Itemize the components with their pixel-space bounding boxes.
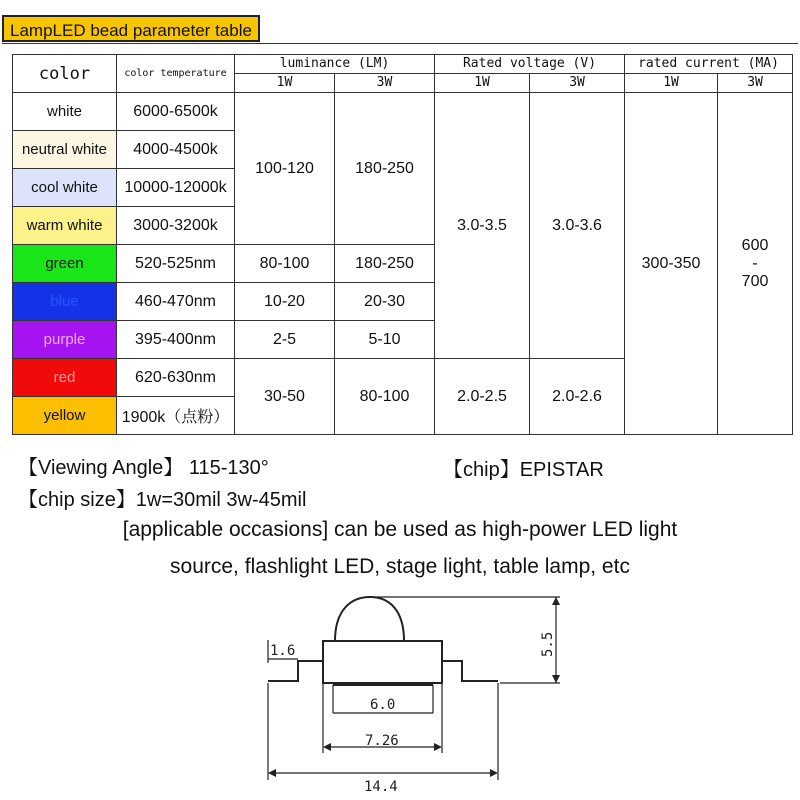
led-dimension-diagram — [230, 585, 570, 795]
led-body — [323, 641, 442, 683]
color-name: yellow — [13, 397, 117, 435]
parameter-table — [12, 54, 793, 435]
luminance-1w: 100-120 — [235, 93, 335, 245]
current-3w — [718, 93, 793, 435]
color-temperature: 520-525nm — [117, 245, 235, 283]
dimension-body-width: 7.26 — [365, 733, 399, 749]
voltage-3w: 3.0-3.6 — [530, 93, 625, 359]
color-name: blue — [13, 283, 117, 321]
luminance-3w: 180-250 — [335, 93, 435, 245]
color-name: green — [13, 245, 117, 283]
header-voltage-1w: 1W — [435, 74, 530, 93]
luminance-1w: 2-5 — [235, 321, 335, 359]
current-3w-max: 700 — [741, 272, 769, 290]
header-voltage-3w: 3W — [530, 74, 625, 93]
header-current: rated current (MA) — [625, 55, 793, 74]
dimension-base-width: 6.0 — [370, 697, 396, 713]
luminance-1w: 30-50 — [235, 359, 335, 435]
left-lead — [268, 661, 323, 681]
luminance-3w: 5-10 — [335, 321, 435, 359]
current-1w: 300-350 — [625, 93, 718, 435]
chip-brand: 【chip】EPISTAR — [443, 459, 604, 481]
header-current-1w: 1W — [625, 74, 718, 93]
right-lead — [442, 661, 498, 681]
color-temperature: 4000-4500k — [117, 131, 235, 169]
header-voltage: Rated voltage (V) — [435, 55, 625, 74]
header-luminance: luminance (LM) — [235, 55, 435, 74]
color-temperature: 395-400nm — [117, 321, 235, 359]
chip-size: 【chip size】1w=30mil 3w-45mil — [18, 489, 307, 511]
luminance-1w: 10-20 — [235, 283, 335, 321]
title-divider — [2, 43, 798, 44]
applicable-occasions-line2: source, flashlight LED, stage light, table lamp, etc — [170, 555, 630, 578]
header-color-temperature: color temperature — [117, 55, 235, 93]
color-name: warm white — [13, 207, 117, 245]
color-temperature: 1900k（点粉） — [117, 397, 235, 435]
header-current-3w: 3W — [718, 74, 793, 93]
luminance-1w: 80-100 — [235, 245, 335, 283]
color-temperature: 10000-12000k — [117, 169, 235, 207]
lens-dome — [335, 597, 404, 641]
color-name: white — [13, 93, 117, 131]
header-color: color — [13, 55, 117, 93]
color-name: cool white — [13, 169, 117, 207]
header-luminance-3w: 3W — [335, 74, 435, 93]
header-luminance-1w: 1W — [235, 74, 335, 93]
color-temperature: 3000-3200k — [117, 207, 235, 245]
luminance-3w: 180-250 — [335, 245, 435, 283]
table-row — [13, 93, 793, 131]
table-title: LampLED bead parameter table — [2, 15, 260, 42]
voltage-1w: 2.0-2.5 — [435, 359, 530, 435]
dimension-lead-width: 1.6 — [270, 643, 296, 659]
voltage-3w: 2.0-2.6 — [530, 359, 625, 435]
color-name: neutral white — [13, 131, 117, 169]
color-name: red — [13, 359, 117, 397]
color-temperature: 620-630nm — [117, 359, 235, 397]
current-3w-min: 600 — [741, 236, 769, 254]
luminance-3w: 20-30 — [335, 283, 435, 321]
applicable-occasions-line1: [applicable occasions] can be used as high-power LED light — [122, 518, 678, 541]
current-3w-dash: - — [752, 254, 758, 272]
color-temperature: 460-470nm — [117, 283, 235, 321]
luminance-3w: 80-100 — [335, 359, 435, 435]
voltage-1w: 3.0-3.5 — [435, 93, 530, 359]
color-name: purple — [13, 321, 117, 359]
dimension-total-width: 14.4 — [364, 779, 398, 795]
color-temperature: 6000-6500k — [117, 93, 235, 131]
viewing-angle: 【Viewing Angle】 115-130° — [18, 457, 269, 479]
dimension-height: 5.5 — [540, 631, 556, 657]
